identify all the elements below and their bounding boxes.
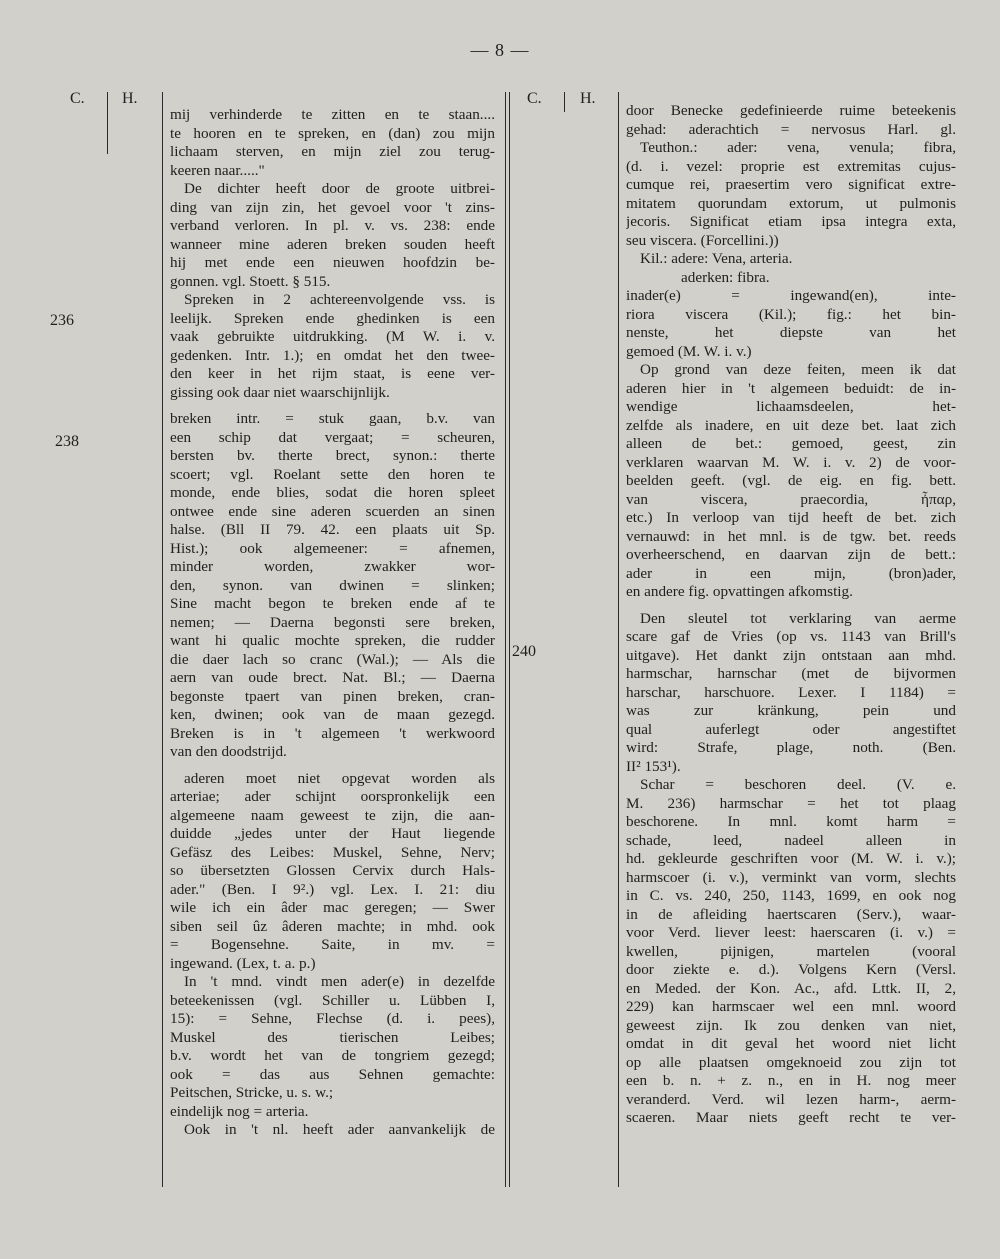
text-line: en Meded. der Kon. Ac., afd. Lttk. II, 2, (626, 979, 956, 997)
text-line: een b. n. + z. n., en in H. nog meer (626, 1072, 956, 1089)
text-line: van den doodstrijd. (170, 743, 287, 760)
text-line: aderen hier in 't algemeen beduidt: de in- (626, 379, 956, 397)
text-line: geweest zijn. Ik zou denken van niet, (626, 1016, 956, 1034)
text-line: wendige lichaamsdeelen, het- (626, 398, 956, 415)
text-line: harschar, harschuore. Lexer. I 1184) = (626, 683, 956, 701)
text-line: keeren naar....." (170, 161, 265, 179)
text-line: begonste tpaert van pinen breken, cran- (170, 687, 495, 705)
left-column-header-c: C. (70, 90, 85, 107)
text-line: scaeren. Maar niets geeft recht te ver- (626, 1109, 956, 1126)
text-line: In 't mnd. vindt men ader(e) in dezelfde (184, 973, 495, 990)
text-line: Breken is in 't algemeen 't werkwoord (170, 724, 495, 742)
text-line: gissing ook daar niet waarschijnlijk. (170, 383, 390, 401)
text-line: mij verhinderde te zitten en te staan.... (170, 106, 495, 123)
text-line: duidde „jedes unter der Haut liegende (170, 825, 495, 842)
text-line: Ook in 't nl. heeft ader aanvankelijk de (184, 1121, 495, 1138)
text-line: Sine macht begon te breken ende af te (170, 595, 495, 612)
right-column-header-c: C. (527, 90, 542, 107)
text-line: scoert; vgl. Roelant sette den horen te (170, 465, 495, 483)
text-line: wanneer mine aderen breken souden heeft (170, 235, 495, 253)
paragraph-gap (170, 762, 495, 770)
text-line: algemeene naam geweest te zijn, die aan- (170, 806, 495, 824)
text-line: op alle plaatsen omgeknoeid zou zijn tot (626, 1053, 956, 1071)
text-line: Muskel des tierischen Leibes; (170, 1028, 495, 1046)
text-line: in C. vs. 240, 250, 1143, 1699, en ook nog (626, 887, 956, 904)
left-column-rule (162, 92, 163, 1187)
text-line: die daer lach so cranc (Wal.); — Als die (170, 650, 495, 668)
text-line: cumque rei, praesertim vero significat extre- (626, 176, 956, 193)
text-line: vernauwd: in het mnl. is de tgw. bet. reeds (626, 527, 956, 545)
text-line: uitgave). Het dankt zijn ontstaan aan mhd. (626, 646, 956, 664)
text-line: harmscoer (i. v.), verminkt van vorm, slechts (626, 868, 956, 886)
text-line: gonnen. vgl. Stoett. § 515. (170, 272, 331, 290)
center-divider-rule (505, 92, 506, 1187)
text-line: Gefäsz des Leibes: Muskel, Sehne, Nerv; (170, 843, 495, 861)
text-line: ader in een mijn, (bron)ader, (626, 564, 956, 582)
left-column-header-h: H. (122, 90, 138, 107)
text-line: jecoris. Significat etiam ipsa integra exta, (626, 213, 956, 230)
text-line: leelijk. Spreken ende ghedinken is een (170, 309, 495, 327)
text-line: nenste, het diepste van het (626, 324, 956, 341)
left-text-column (170, 106, 495, 1140)
text-line: ken, dwinen; ook van de maan gezegd. (170, 706, 495, 723)
right-margin-rule (564, 92, 565, 112)
text-line: aern van oude brect. Nat. Bl.; — Daerna (170, 669, 495, 686)
text-line: Den sleutel tot verklaring van aerme (640, 609, 956, 627)
text-line: etc.) In verloop van tijd heeft de bet. zich (626, 509, 956, 526)
text-line: door ziekte e. d.). Volgens Kern (Versl. (626, 961, 956, 978)
text-line: een schip dat vergaat; = scheuren, (170, 428, 495, 446)
text-line: arteriae; ader schijnt oorspronkelijk een (170, 788, 495, 805)
text-line: overheerschend, en daarvan zijn de bett.: (626, 546, 956, 563)
text-line: gemoed (M. W. i. v.) (626, 342, 752, 360)
text-line: verklaren waarvan M. W. i. v. 2) de voor- (626, 453, 956, 471)
text-line: 229) kan harmscaer wel een mnl. woord (626, 998, 956, 1015)
text-line: wile ich ein âder mac geregen; — Swer (170, 899, 495, 916)
text-line: ontwee ende sine aderen scuerden an sinen (170, 502, 495, 520)
text-line: Spreken in 2 achtereenvolgende vss. is (184, 291, 495, 308)
text-line: nemen; — Daerna begonsti sere breken, (170, 613, 495, 631)
text-line: bersten bv. therte brect, synon.: therte (170, 447, 495, 464)
text-line: in de afleiding haertscaren (Serv.), waar- (626, 905, 956, 923)
text-line: was zur kränkung, pein und (626, 702, 956, 719)
text-line: (d. i. vezel: proprie est extremitas cujus- (626, 157, 956, 175)
text-line: halse. (Bll II 79. 42. een plaats uit Sp. (170, 521, 495, 538)
text-line: den, synon. van dwinen = slinken; (170, 576, 495, 594)
text-line: door Benecke gedefinieerde ruime beteekenis (626, 102, 956, 119)
text-line: gedenken. Intr. 1.); en omdat het den twee- (170, 346, 495, 364)
text-line: eindelijk nog = arteria. (170, 1102, 309, 1120)
text-line: M. 236) harmschar = het tot plaag (626, 794, 956, 812)
text-line: Kil.: adere: Vena, arteria. (640, 250, 793, 267)
text-line: hij met ende een nieuwen hoofdzin be- (170, 254, 495, 271)
text-line: 15): = Sehne, Flechse (d. i. pees), (170, 1010, 495, 1027)
text-line: riora viscera (Kil.); fig.: het bin- (626, 305, 956, 323)
text-line: want hi qualic mochte spreken, die rudder (170, 632, 495, 649)
text-line: II² 153¹). (626, 757, 681, 775)
text-line: en andere fig. opvattingen afkomstig. (626, 583, 853, 600)
text-line: alleen de bet.: gemoed, geest, zin (626, 435, 956, 452)
text-line: De dichter heeft door de groote uitbrei- (184, 180, 495, 197)
text-line: gehad: aderachtich = nervosus Harl. gl. (626, 120, 956, 138)
text-line: inader(e) = ingewand(en), inte- (626, 287, 956, 304)
paragraph-gap (626, 602, 956, 610)
text-line: minder worden, zwakker wor- (170, 558, 495, 575)
text-line: voor Verd. liever leest: haerscaren (i. v.) = (626, 924, 956, 941)
right-margin-number: 240 (512, 643, 536, 660)
text-line: wird: Strafe, plage, noth. (Ben. (626, 739, 956, 756)
text-line: Hist.); ook algemeener: = afnemen, (170, 539, 495, 557)
right-column-header-h: H. (580, 90, 596, 107)
text-line: beschorene. In mnl. komt harm = (626, 813, 956, 830)
text-line: zelfde als inadere, en uit deze bet. laat zich (626, 416, 956, 434)
text-line: beteekenissen (vgl. Schiller u. Lübben I, (170, 991, 495, 1009)
text-line: ader." (Ben. I 9².) vgl. Lex. I. 21: diu (170, 880, 495, 898)
left-margin-number: 236 (50, 312, 74, 329)
text-line: mitatem quorundam extorum, ut pulmonis (626, 194, 956, 212)
page-number: — 8 — (470, 40, 530, 60)
text-line: lichaam sterven, en mijn ziel zou terug- (170, 143, 495, 160)
text-line: aderken: fibra. (681, 268, 770, 286)
text-line: ingewand. (Lex, t. a. p.) (170, 954, 316, 972)
text-line: beelden geeft. (vgl. de eig. en fig. bett. (626, 472, 956, 489)
right-column-rule (618, 92, 619, 1187)
text-line: scare gaf de Vries (op vs. 1143 van Brill's (626, 628, 956, 645)
text-line: so übersetzten Glossen Cervix durch Hals- (170, 862, 495, 879)
text-line: hd. gekleurde geschriften voor (M. W. i. v.); (626, 850, 956, 867)
text-line: vaak gebruikte uitdrukking. (M W. i. v. (170, 328, 495, 345)
text-line: ding van zijn zin, het gevoel voor 't zins- (170, 198, 495, 216)
text-line: qual auferlegt oder angestiftet (626, 720, 956, 738)
text-line: harmschar, harnschar (met de bijvormen (626, 665, 956, 682)
text-line: siben seil ûz âderen machte; in mhd. ook (170, 917, 495, 935)
text-line: aderen moet niet opgevat worden als (184, 769, 495, 787)
text-line: den keer in het rijm staat, is eene ver- (170, 365, 495, 382)
text-line: breken intr. = stuk gaan, b.v. van (170, 410, 495, 427)
left-margin-rule (107, 92, 108, 154)
text-line: Op grond van deze feiten, meen ik dat (640, 361, 956, 378)
text-line: b.v. wordt het van de tongriem gezegd; (170, 1047, 495, 1064)
text-line: monde, ende blies, sodat die horen spleet (170, 484, 495, 501)
text-line: schade, leed, nadeel alleen in (626, 831, 956, 849)
right-text-column (626, 102, 956, 1128)
text-line: verband verloren. In pl. v. vs. 238: ende (170, 217, 495, 234)
text-line: Schar = beschoren deel. (V. e. (640, 776, 956, 793)
text-line: = Bogensehne. Saite, in mv. = (170, 936, 495, 953)
paragraph-gap (170, 402, 495, 410)
text-line: van viscera, praecordia, ἦπαρ, (626, 490, 956, 508)
text-line: Peitschen, Stricke, u. s. w.; (170, 1084, 334, 1101)
text-line: ook = das aus Sehnen gemachte: (170, 1065, 495, 1083)
text-line: kwellen, pijnigen, martelen (vooral (626, 942, 956, 960)
center-divider-rule-inner (509, 92, 510, 1187)
text-line: Teuthon.: ader: vena, venula; fibra, (640, 139, 956, 156)
text-line: seu viscera. (Forcellini.)) (626, 231, 779, 249)
text-line: veranderd. Verd. wil lezen harm-, aerm- (626, 1090, 956, 1108)
left-margin-number: 238 (55, 433, 79, 450)
text-line: te hooren en te spreken, en (dan) zou mijn (170, 124, 495, 142)
text-line: omdat in dit geval het woord niet licht (626, 1035, 956, 1052)
